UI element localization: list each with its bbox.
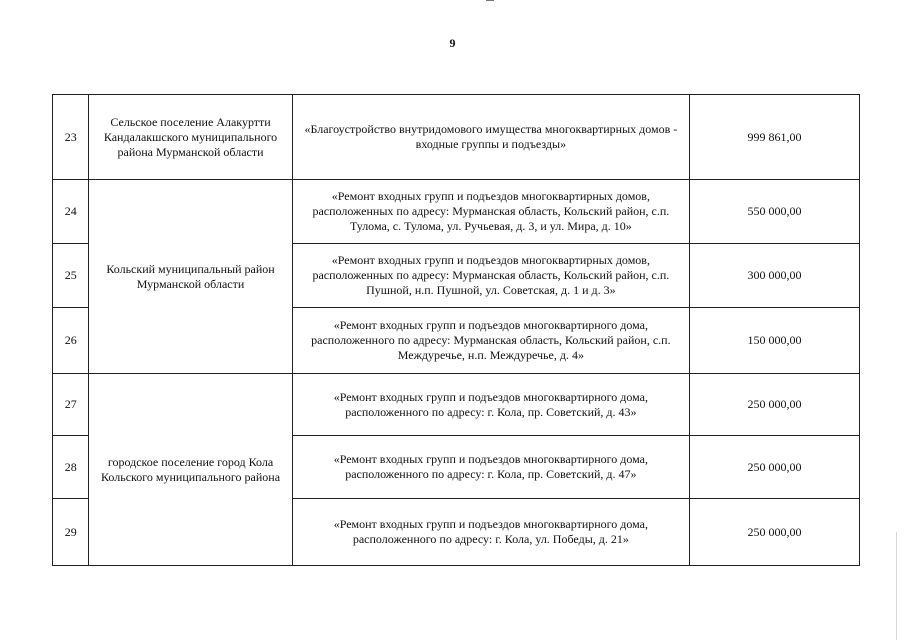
page-number: 9 [449,36,456,50]
table-row [53,374,860,436]
row-number: 26 [53,308,89,374]
row-number: 27 [53,374,89,436]
projects-table [52,94,860,566]
amount-cell: 250 000,00 [690,436,860,499]
project-name-cell: «Ремонт входных групп и подъездов многоквартирного дома, расположенного по адресу: Мурманская область, Кольский район, с.п. Междуречье, н.п. Междуречье, д. 4» [292,308,689,374]
table-row [53,95,860,180]
amount-cell: 150 000,00 [690,308,860,374]
municipality-cell: Сельское поселение Алакуртти Кандалакшского муниципального района Мурманской области [89,95,292,180]
amount-cell: 550 000,00 [690,180,860,244]
scan-mark-top [486,0,494,3]
scan-edge-shadow [896,532,897,640]
table-row [53,180,860,244]
row-number: 25 [53,244,89,308]
project-name-cell: «Ремонт входных групп и подъездов многоквартирного дома, расположенного по адресу: г. Кола, пр. Советский, д. 43» [292,374,689,436]
municipality-cell: городское поселение город Кола Кольского муниципального района [89,374,292,566]
row-number: 29 [53,499,89,566]
municipality-cell: Кольский муниципальный район Мурманской области [89,180,292,374]
row-number: 28 [53,436,89,499]
project-name-cell: «Ремонт входных групп и подъездов многоквартирного дома, расположенного по адресу: г. Кола, ул. Победы, д. 21» [292,499,689,566]
project-name-cell: «Ремонт входных групп и подъездов многоквартирных домов, расположенных по адресу: Мурманская область, Кольский район, с.п. Тулома, с. Тулома, ул. Ручьевая, д. 3, и ул. Мира, д. 10» [292,180,689,244]
project-name-cell: «Ремонт входных групп и подъездов многоквартирного дома, расположенного по адресу: г. Кола, пр. Советский, д. 47» [292,436,689,499]
row-number: 23 [53,95,89,180]
amount-cell: 300 000,00 [690,244,860,308]
amount-cell: 999 861,00 [690,95,860,180]
row-number: 24 [53,180,89,244]
project-name-cell: «Ремонт входных групп и подъездов многоквартирных домов, расположенных по адресу: Мурманская область, Кольский район, с.п. Пушной, н.п. Пушной, ул. Советская, д. 1 и д. 3» [292,244,689,308]
amount-cell: 250 000,00 [690,499,860,566]
amount-cell: 250 000,00 [690,374,860,436]
project-name-cell: «Благоустройство внутридомового имущества многоквартирных домов - входные группы и подъезды» [292,95,689,180]
